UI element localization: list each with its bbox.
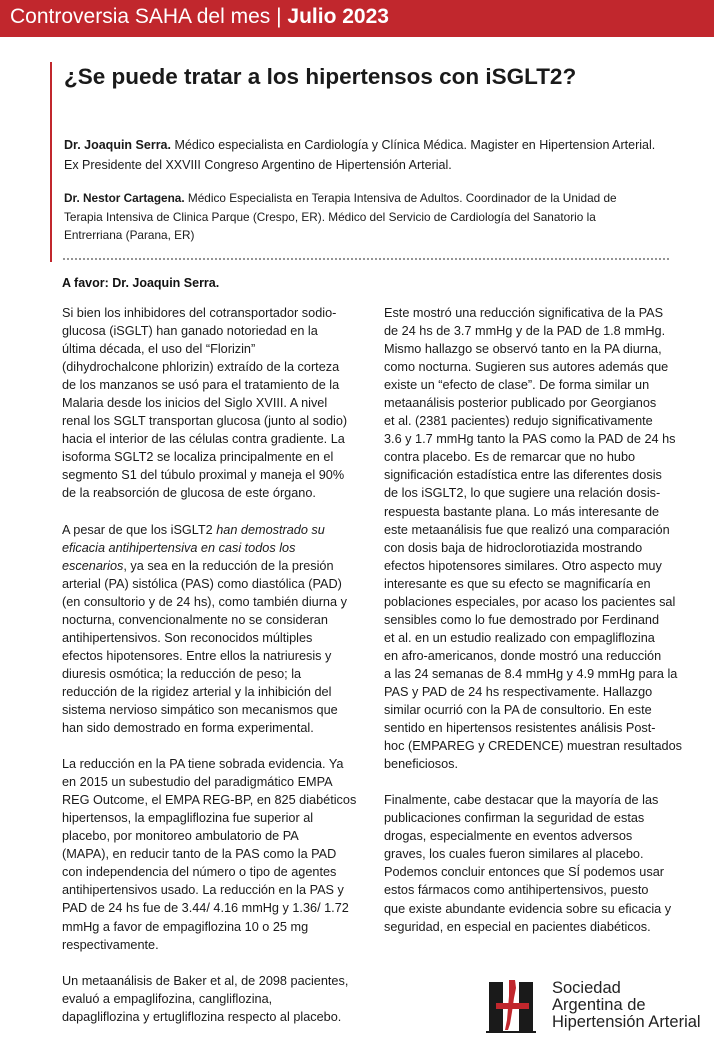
- text-line: et al. en un estudio realizado con empagliflozina: [384, 630, 655, 645]
- text-line: como nocturna. Sugieren sus autores además que: [384, 360, 669, 375]
- text-line: de 24 hs de 3.7 mmHg y de la PAD de 1.8 mmHg.: [384, 324, 666, 339]
- author-1: [64, 136, 664, 175]
- text-line: contra placebo. Es de remarcar que no hubo: [384, 450, 636, 465]
- text-line: REG Outcome, el EMPA REG-BP, en 825 diabéticos: [62, 793, 357, 808]
- text-line: Un metaanálisis de Baker et al, de 2098 pacientes,: [62, 973, 349, 988]
- italic-run: eficacia antihipertensiva en casi todos los: [62, 540, 296, 555]
- text-line: Malaria desde los inicios del Siglo XVIII. A nivel: [62, 396, 328, 411]
- favor-heading: A favor: Dr. Joaquin Serra.: [62, 276, 220, 290]
- text-line: PAD de 24 hs fue de 3.44/ 4.16 mmHg y 1.36/ 1.72: [62, 901, 349, 916]
- text-line: de los iSGLT2, lo que sugiere una relación dosis-: [384, 486, 661, 501]
- logo-line: Argentina de: [552, 995, 646, 1014]
- text-line: hoc (EMPAREG y CREDENCE) muestran resultados: [384, 739, 683, 754]
- text-line: interesante es que su efecto se magnificaría en: [384, 576, 651, 591]
- text-line: [62, 557, 362, 575]
- text-line: con independencia del número o tipo de agentes: [62, 865, 337, 880]
- paragraph: [384, 304, 684, 773]
- text-line: diuresis osmótica; la reducción de peso; la: [62, 666, 302, 681]
- text-line: glucosa (iSGLT) han ganado notoriedad en la: [62, 324, 318, 339]
- header-bar: [0, 0, 714, 37]
- header-date: Julio 2023: [287, 5, 389, 28]
- text-line: dapagliflozina y ertugliflozina respecto al placebo.: [62, 1009, 342, 1024]
- text-line: beneficiosos.: [384, 757, 459, 772]
- text-line: antihipertensivos. Son reconocidos múltiples: [62, 630, 313, 645]
- column-right: [384, 304, 684, 936]
- text-line: de la reabsorción de glucosa de este órgano.: [62, 486, 316, 501]
- text-run: , ya sea en la reducción de la presión: [123, 558, 334, 573]
- text-line: sensibles como lo fue demostrado por Ferdinand: [384, 612, 660, 627]
- author-1-bio: Médico especialista en Cardiología y Clínica Médica. Magister en Hipertension Arterial. Ex Presidente del XXVIII Congreso Argentino de Hipertensión Arterial.: [64, 138, 656, 172]
- text-line: et al. (2381 pacientes) redujo significativamente: [384, 414, 653, 429]
- text-line: PAS y PAD de 24 hs respectivamente. Hallazgo: [384, 684, 653, 699]
- text-line: hacia el interior de las células contra gradiente. La: [62, 432, 345, 447]
- header-series: Controversia SAHA del mes |: [10, 5, 288, 28]
- text-line: existe un “efecto de clase”. De forma similar un: [384, 378, 650, 393]
- logo-line: Hipertensión Arterial: [552, 1012, 701, 1031]
- dotted-divider: [62, 258, 670, 260]
- italic-run: han demostrado su: [216, 522, 325, 537]
- text-line: evaluó a empaglifozina, cangliflozina,: [62, 991, 273, 1006]
- text-line: respectivamente.: [62, 937, 159, 952]
- text-line: publicaciones confirman la seguridad de estas: [384, 811, 645, 826]
- text-line: renal los SGLT transportan glucosa (junto al sodio): [62, 414, 348, 429]
- saha-logo-text: [552, 980, 701, 1030]
- text-line: Si bien los inhibidores del cotransportador sodio-: [62, 306, 337, 320]
- text-line: isoforma SGLT2 se localiza principalmente en el: [62, 450, 334, 465]
- text-line: hipertensos, la empagliflozina fue superior al: [62, 811, 314, 826]
- text-line: mmHg a favor de empagiflozina 10 o 25 mg: [62, 919, 309, 934]
- text-line: antihipertensivos usado. La reducción en la PAS y: [62, 883, 344, 898]
- text-line: Finalmente, cabe destacar que la mayoría de las: [384, 793, 659, 808]
- text-line: Este mostró una reducción significativa de la PAS: [384, 306, 664, 320]
- text-line: significación estadística entre las diferentes dosis: [384, 468, 662, 483]
- logo-line: Sociedad: [552, 979, 621, 997]
- text-line: última década, el uso del “Florizin”: [62, 342, 256, 357]
- text-line: en afro-americanos, donde mostró una reducción: [384, 648, 662, 663]
- text-line: [62, 521, 362, 539]
- text-line: placebo, por monitoreo ambulatorio de PA: [62, 829, 299, 844]
- text-line: efectos hipotensores similares. Otro aspecto muy: [384, 558, 662, 573]
- text-line: con dosis baja de hidroclorotiazida mostrando: [384, 540, 643, 555]
- text-line: Mismo hallazgo se observó tanto en la PA diurna,: [384, 342, 662, 357]
- text-line: (dihydrochalcone phlorizin) extraído de la corteza: [62, 360, 340, 375]
- text-line: han sido demostrado en forma experimental.: [62, 721, 314, 736]
- text-run: A pesar de que los iSGLT2: [62, 522, 217, 537]
- text-line: efectos hipotensores. Entre ellos la natriuresis y: [62, 648, 332, 663]
- text-line: de los manzanos se usó para el tratamiento de la: [62, 378, 340, 393]
- text-line: arterial (PA) sistólica (PAS) como diastólica (PAD): [62, 576, 342, 591]
- author-2-bio: Médico Especialista en Terapia Intensiva de Adultos. Coordinador de la Unidad de Terapia Intensiva de Clinica Parque (Crespo, ER). Médico del Servicio de Cardiología del Sanatorio la Entrerriana (Parana, ER): [64, 191, 617, 243]
- paragraph: [62, 304, 362, 503]
- text-line: sistema nervioso simpático son mecanismos que: [62, 702, 338, 717]
- text-line: (MAPA), en reducir tanto de la PAS como la PAD: [62, 847, 337, 862]
- page-title: ¿Se puede tratar a los hipertensos con iSGLT2?: [64, 64, 577, 89]
- text-line: [62, 539, 362, 557]
- text-line: (en consultorio y de 24 hs), como también diurna y: [62, 594, 347, 609]
- text-line: La reducción en la PA tiene sobrada evidencia. Ya: [62, 757, 344, 772]
- text-line: este metaanálisis fue que realizó una comparación: [384, 522, 670, 537]
- text-line: a las 24 semanas de 8.4 mmHg y 4.9 mmHg para la: [384, 666, 678, 681]
- saha-logo: [486, 978, 706, 1033]
- text-line: drogas, especialmente en eventos adversos: [384, 829, 633, 844]
- paragraph: [62, 521, 362, 738]
- text-line: en 2015 un subestudio del paradigmático EMPA: [62, 775, 333, 790]
- header-title: [10, 5, 389, 29]
- text-line: nocturna, convencionalmente no se consideran: [62, 612, 328, 627]
- paragraph: [62, 755, 362, 954]
- text-line: sentido en hipertensos resistentes análisis Post-: [384, 721, 656, 736]
- paragraph: [384, 791, 684, 935]
- text-line: graves, los cuales fueron similares al placebo.: [384, 847, 644, 862]
- text-line: respuesta bastante plana. Lo más interesante de: [384, 504, 660, 519]
- text-line: poblaciones especiales, por acaso los pacientes sal: [384, 594, 676, 609]
- text-line: reducción de la rigidez arterial y la inhibición del: [62, 684, 332, 699]
- author-2: [64, 189, 624, 245]
- text-line: que existe abundante evidencia sobre su eficacia y: [384, 901, 672, 916]
- text-line: similar ocurrió con la PA de consultorio. En este: [384, 703, 652, 718]
- italic-run: escenarios: [62, 558, 124, 573]
- text-line: segmento S1 del túbulo proximal y maneja el 90%: [62, 468, 345, 483]
- title-accent-line: [50, 62, 52, 262]
- text-line: 3.6 y 1.7 mmHg tanto la PAS como la PAD de 24 hs: [384, 432, 676, 447]
- paragraph: [62, 972, 362, 1026]
- author-2-name: Dr. Nestor Cartagena.: [64, 191, 185, 205]
- text-line: Podemos concluir entonces que SÍ podemos usar: [384, 865, 664, 880]
- column-left: [62, 304, 362, 1026]
- saha-logo-mark-icon: [486, 978, 546, 1033]
- author-1-name: Dr. Joaquin Serra.: [64, 138, 171, 152]
- text-line: estos fármacos como antihipertensivos, puesto: [384, 883, 649, 898]
- text-line: seguridad, en especial en pacientes diabéticos.: [384, 919, 651, 934]
- text-line: metaanálisis posterior publicado por Georgianos: [384, 396, 657, 411]
